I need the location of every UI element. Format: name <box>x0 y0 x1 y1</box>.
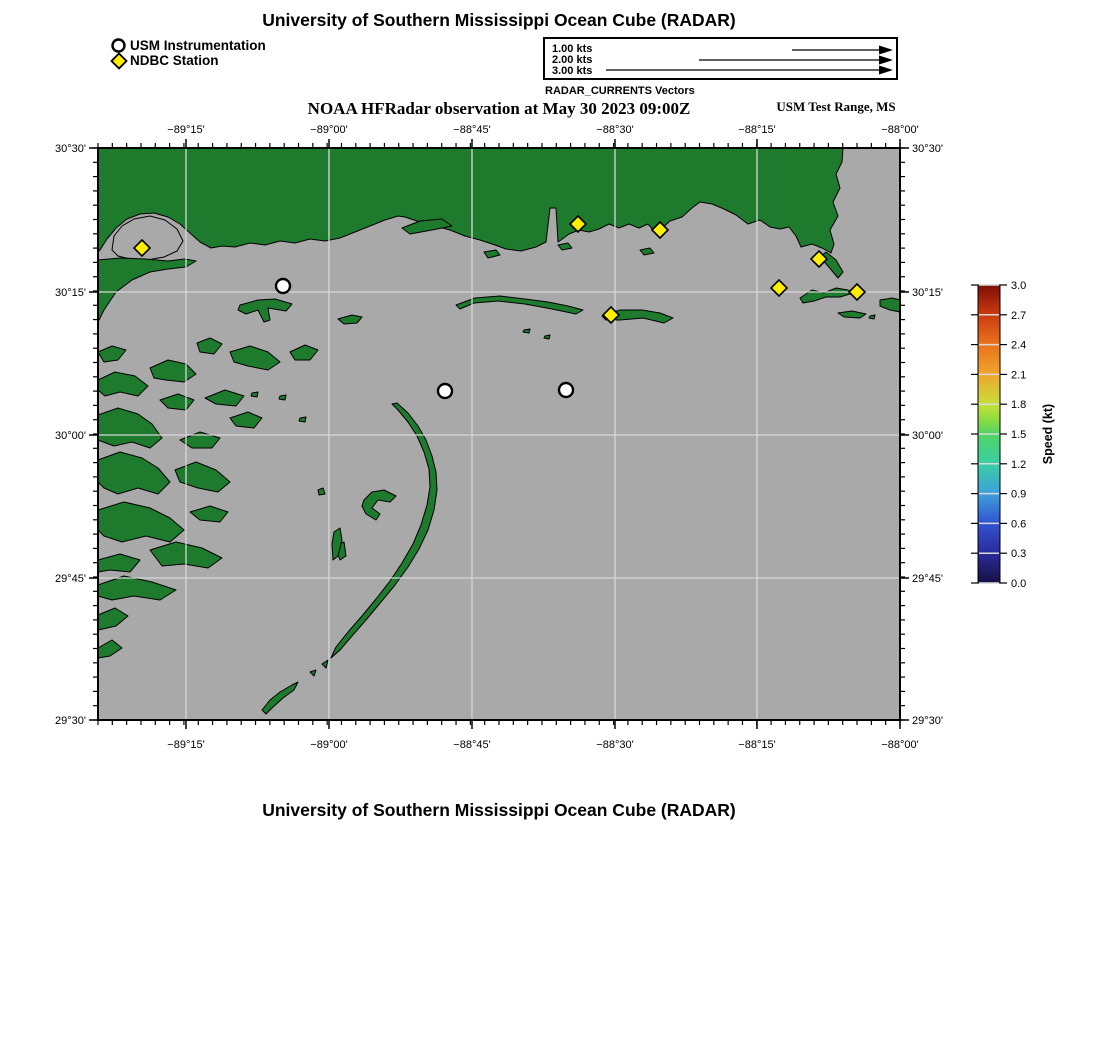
lat-tick-label: 30°30' <box>55 143 86 155</box>
lat-tick-label: 30°30' <box>912 143 943 155</box>
colorbar-tick-label: 3.0 <box>1011 280 1027 292</box>
lat-tick-label: 29°30' <box>912 715 943 727</box>
colorbar-tick-label: 2.7 <box>1011 309 1027 322</box>
map-subtitle: NOAA HFRadar observation at May 30 2023 09:00Z <box>307 99 691 118</box>
barrier-island <box>523 329 530 333</box>
lon-tick-label: −88°30' <box>596 739 634 751</box>
lon-tick-label: −89°15' <box>167 124 205 136</box>
ndbc-diamond-icon <box>110 52 128 70</box>
barrier-island <box>869 315 875 319</box>
range-label: USM Test Range, MS <box>776 99 896 114</box>
usm-station-marker <box>438 384 452 398</box>
colorbar-tick-label: 1.8 <box>1011 399 1027 412</box>
vector-scale-box <box>543 37 898 80</box>
colorbar-title: Speed (kt) <box>1041 403 1055 465</box>
legend-label-ndbc: NDBC Station <box>130 53 219 68</box>
scale-row-2: 2.00 kts <box>552 54 593 66</box>
lon-tick-label: −88°00' <box>881 739 919 751</box>
lon-tick-label: −88°00' <box>881 124 919 136</box>
lon-tick-label: −88°45' <box>453 739 491 751</box>
lon-tick-label: −88°15' <box>738 739 776 751</box>
lat-tick-label: 30°00' <box>912 430 943 442</box>
colorbar-tick-label: 0.3 <box>1011 548 1027 561</box>
lat-tick-label: 29°45' <box>912 573 943 585</box>
colorbar-tick-label: 2.1 <box>1011 369 1027 382</box>
colorbar-tick-label: 0.6 <box>1011 518 1027 531</box>
colorbar-tick-label: 1.2 <box>1011 458 1027 471</box>
footer-title: University of Southern Mississippi Ocean Cube (RADAR) <box>262 800 736 820</box>
usm-station-marker <box>276 279 290 293</box>
scale-row-1: 1.00 kts <box>552 43 593 55</box>
marsh-island <box>299 417 306 422</box>
lat-tick-label: 30°15' <box>55 287 86 299</box>
scale-row-3: 3.00 kts <box>552 65 593 77</box>
marsh-island <box>251 392 258 397</box>
usm-station-marker <box>559 383 573 397</box>
colorbar-tick-label: 0.9 <box>1011 488 1027 501</box>
lon-tick-label: −89°15' <box>167 739 205 751</box>
colorbar-tick-label: 1.5 <box>1011 429 1027 441</box>
colorbar-tick-label: 2.4 <box>1011 339 1027 352</box>
lon-tick-label: −88°15' <box>738 124 776 136</box>
lon-tick-label: −89°00' <box>310 124 348 136</box>
colorbar-tick-label: 0.0 <box>1011 578 1027 590</box>
page-title: University of Southern Mississippi Ocean Cube (RADAR) <box>262 10 736 30</box>
lat-tick-label: 29°45' <box>55 573 86 585</box>
marsh-island <box>279 395 286 400</box>
lon-tick-label: −88°45' <box>453 124 491 136</box>
vectors-caption: RADAR_CURRENTS Vectors <box>545 85 695 97</box>
barrier-island <box>544 335 550 339</box>
lon-tick-label: −89°00' <box>310 739 348 751</box>
lat-tick-label: 30°00' <box>55 430 86 442</box>
legend-label-usm: USM Instrumentation <box>130 38 266 53</box>
lat-tick-label: 30°15' <box>912 287 943 299</box>
lon-tick-label: −88°30' <box>596 124 634 136</box>
lat-tick-label: 29°30' <box>55 715 86 727</box>
